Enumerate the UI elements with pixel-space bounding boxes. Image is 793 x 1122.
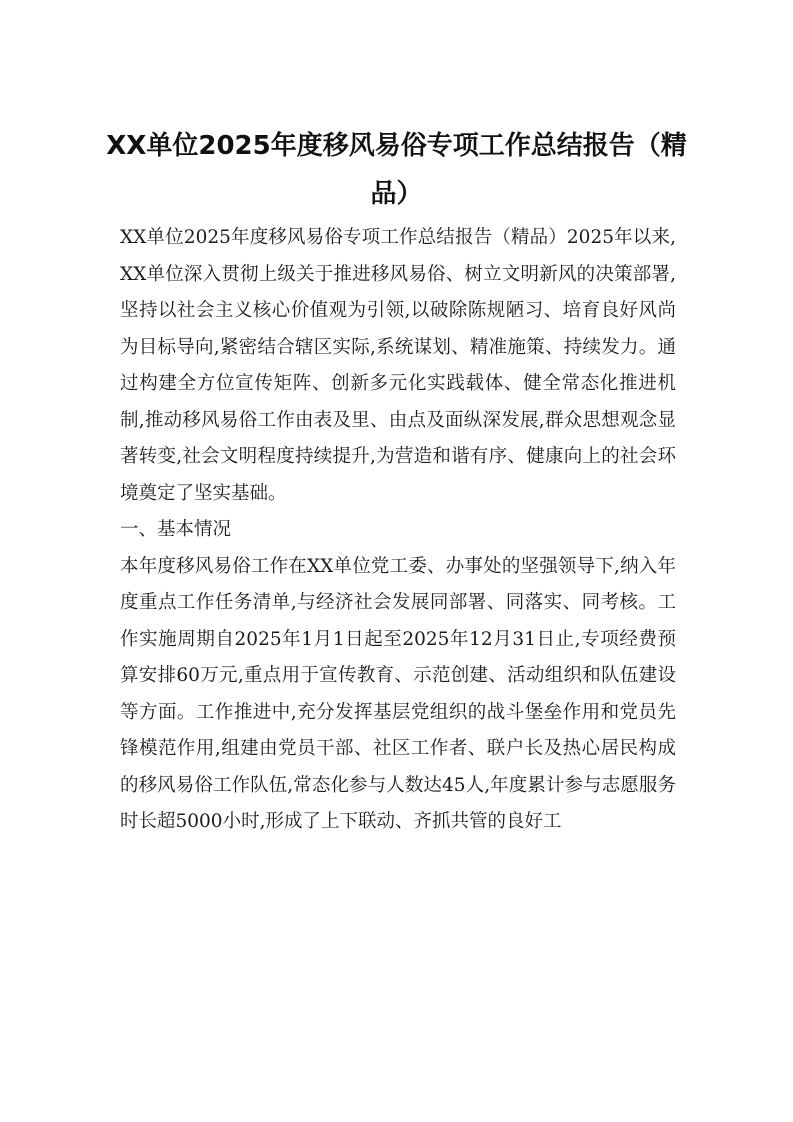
document-title: XX单位2025年度移风易俗专项工作总结报告（精品） — [106, 131, 687, 209]
basic-situation-paragraph: 本年度移风易俗工作在XX单位党工委、办事处的坚强领导下,纳入年度重点工作任务清单,与经济社会发展同部署、同落实、同考核。工作实施周期自2025年1月1日起至2025年12月31日止,专项经费预算安排60万元,重点用于宣传教育、示范创建、活动组织和队伍建设等方面。工作推进中,充分发挥基层党组织的战斗堡垒作用和党员先锋模范作用,组建由党员干部、社区工作者、联户长及热心居民构成的移风易俗工作队伍,常态化参与人数达45人,年度累计参与志愿服务时长超5000小时,形成了上下联动、齐抓共管的良好工 — [120, 555, 676, 832]
intro-paragraph: XX单位2025年度移风易俗专项工作总结报告（精品）2025年以来,XX单位深入贯彻上级关于推进移风易俗、树立文明新风的决策部署,坚持以社会主义核心价值观为引领,以破除陈规陋习、培育良好风尚为目标导向,紧密结合辖区实际,系统谋划、精准施策、持续发力。通过构建全方位宣传矩阵、创新多元化实践载体、健全常态化推进机制,推动移风易俗工作由表及里、由点及面纵深发展,群众思想观念显著转变,社会文明程度持续提升,为营造和谐有序、健康向上的社会环境奠定了坚实基础。 — [120, 227, 676, 504]
section-heading-basic-situation: 一、基本情况 — [120, 519, 232, 540]
document-body — [120, 220, 676, 841]
